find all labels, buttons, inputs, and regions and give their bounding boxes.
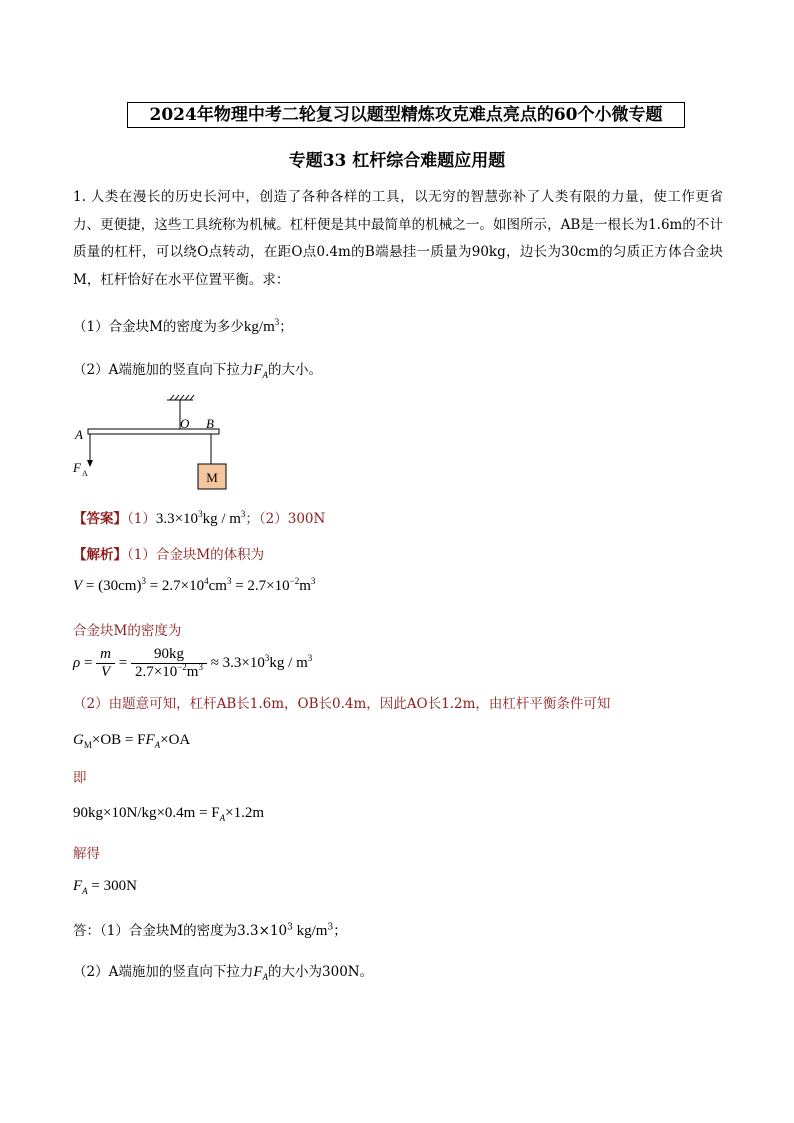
- answer-tag: 【答案】: [73, 511, 127, 527]
- analysis-tag: 【解析】: [73, 547, 127, 563]
- analysis-line2: 合金块M的密度为: [73, 623, 182, 639]
- result-equation: $F_A = 300N$: [73, 878, 137, 896]
- density-equation: ρ = $\frac{m}{V}$ = $\frac{90kg}{2.7\times 10^{-2}m^3}$ ≈ $3.3\times 10^3kg / m^3$: [73, 646, 313, 680]
- conclusion-line1: 答：（1）合金块M的密度为$3.3\times 10^3$ $kg/m^3$；: [73, 922, 347, 939]
- force-symbol: $F_A$: [253, 362, 269, 380]
- force-arrow-head: [87, 460, 93, 467]
- analysis-ji: 即: [73, 770, 87, 786]
- lever-bar: [88, 429, 219, 434]
- label-a: A: [75, 427, 83, 442]
- label-m: M: [206, 470, 218, 485]
- page-header-title: 2024年物理中考二轮复习以题型精炼攻克难点亮点的60个小微专题: [127, 102, 685, 128]
- question-text: 1. 人类在漫长的历史长河中，创造了各种各样的工具，以无穷的智慧弥补了人类有限的力量，使工作更省力、更便捷，这些工具统称为机械。杠杆便是其中最简单的机械之一。如图所示，AB是一根长为1.6m的不计质量的杠杆，可以绕O点转动，在距O点0.4m的B端悬挂一质量为90kg，边长为30cm的匀质正方体合金块M，杠杆恰好在水平位置平衡。求：: [73, 189, 723, 288]
- fraction-mass-over-volume: $\frac{90kg}{2.7\times 10^{-2}m^3}$: [131, 646, 207, 681]
- balance-equation: $G_M\times OB = FF_A\times OA$: [73, 732, 191, 750]
- density-unit: $kg/m^3$: [243, 317, 280, 335]
- answer-force: （2）300N: [258, 511, 326, 527]
- question-part1: （1）合金块M的密度为多少$kg/m^3$；: [73, 317, 293, 335]
- question-part1-text: （1）合金块M的密度为多少: [73, 319, 244, 335]
- ceiling-hatch: [167, 395, 194, 400]
- answer-line: 【答案】$(1)3.3\times 10^3kg / m^3$；（2）300N: [73, 509, 326, 527]
- conclusion-line2: （2）A端施加的竖直向下拉力$F_A$的大小为300N。: [73, 964, 374, 982]
- topic-title: 专题33 杠杆综合难题应用题: [288, 151, 506, 171]
- analysis-line3: （2）由题意可知，杠杆AB长1.6m，OB长0.4m，因此AO长1.2m，由杠杆平衡条件可知: [73, 696, 611, 712]
- fraction-m-over-v: $\frac{m}{V}$: [96, 646, 115, 681]
- label-f: F: [73, 460, 81, 475]
- calc-equation: $90kg\times 10N/kg\times 0.4m = F_A\times 1.2m$: [73, 805, 265, 823]
- lever-diagram: [70, 392, 230, 492]
- analysis-line1: 【解析】（1）合金块M的体积为: [73, 547, 265, 563]
- question-part2-text: （2）A端施加的竖直向下拉力: [73, 362, 254, 378]
- answer-density: $3.3\times 10^3kg / m^3$: [155, 509, 246, 527]
- volume-equation: $V = (30cm)^3 = 2.7\times 10^4cm^3 = 2.7\times 10^{-2}m^3$: [73, 576, 316, 594]
- question-part2: （2）A端施加的竖直向下拉力$F_A$的大小。: [73, 362, 323, 380]
- label-o: O: [180, 416, 190, 431]
- analysis-jiede: 解得: [73, 846, 100, 862]
- label-f-sub: A: [82, 469, 88, 478]
- label-b: B: [206, 416, 214, 431]
